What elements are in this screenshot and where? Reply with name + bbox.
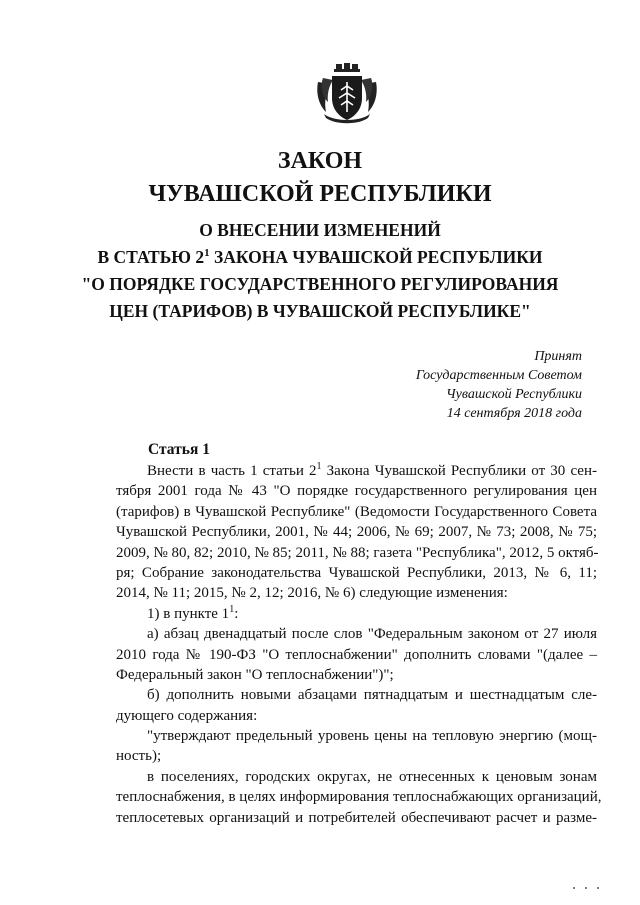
- subject-line-2-sup: 1: [204, 247, 210, 259]
- body-line: 2009, № 80, 82; 2010, № 85; 2011, № 88; газета "Республика", 2012, 5 октяб-: [116, 544, 599, 561]
- body-line: а) абзац двенадцатый после слов "Федеральным законом от 27 июля: [147, 626, 597, 643]
- adoption-note: [352, 347, 582, 423]
- body-line: [116, 604, 597, 624]
- law-subject: [40, 217, 600, 325]
- body-line: теплосетевых организаций и потребителей обеспечивают расчет и разме-: [116, 809, 597, 826]
- adoption-line-2: Государственным Советом: [415, 368, 582, 383]
- body-line: теплоснабжения, в целях информирования теплоснабжающих организаций,: [116, 789, 602, 806]
- law-subtitle: ЧУВАШСКОЙ РЕСПУБЛИКИ: [148, 181, 492, 207]
- adoption-line-3: Чувашской Республики: [446, 387, 582, 402]
- subject-line-3: "О ПОРЯДКЕ ГОСУДАРСТВЕННОГО РЕГУЛИРОВАНИЯ: [81, 274, 559, 294]
- body-line: [116, 461, 597, 481]
- subject-line-2: [40, 244, 600, 271]
- body-line-text: :: [234, 605, 239, 622]
- body-line: б) дополнить новыми абзацами пятнадцатым и шестнадцатым сле-: [147, 687, 597, 704]
- subject-line-2-pre: В СТАТЬЮ 2: [97, 247, 205, 267]
- body-line: в поселениях, городских округах, не отнесенных к ценовым зонам: [147, 768, 597, 785]
- body-line-sup: 1: [316, 461, 322, 472]
- body-line: ность);: [116, 748, 162, 765]
- body-line: дующего содержания:: [116, 707, 258, 724]
- body-line: 2014, № 11; 2015, № 2, 12; 2016, № 6) следующие изменения:: [116, 585, 508, 602]
- adoption-date: 14 сентября 2018 года: [446, 406, 582, 421]
- subject-line-2-post: ЗАКОНА ЧУВАШСКОЙ РЕСПУБЛИКИ: [209, 247, 543, 267]
- chuvash-coat-of-arms-icon: [314, 62, 380, 126]
- body-line-text: 1) в пункте 1: [147, 605, 230, 622]
- body-line-text: Внести в часть 1 статьи 2: [147, 463, 317, 479]
- subject-line-4: ЦЕН (ТАРИФОВ) В ЧУВАШСКОЙ РЕСПУБЛИКЕ": [109, 301, 531, 321]
- article-body: [116, 461, 602, 828]
- body-line: тября 2001 года № 43 "О порядке государственного регулирования цен: [116, 483, 597, 500]
- body-line: Федеральный закон "О теплоснабжении")";: [116, 666, 394, 683]
- body-line: ря; Собрание законодательства Чувашской Республики, 2013, № 6, 11;: [116, 564, 597, 581]
- body-line: "утверждают предельный уровень цены на тепловую энергию (мощ-: [147, 728, 597, 745]
- body-line: 2010 года № 190-ФЗ "О теплоснабжении" дополнить словами "(далее –: [116, 646, 597, 663]
- body-line-text: Закона Чувашской Республики от 30 сен-: [321, 463, 597, 479]
- body-line: (тарифов) в Чувашской Республике" (Ведомости Государственного Совета: [116, 503, 597, 520]
- body-line: Чувашской Республики, 2001, № 44; 2006, № 69; 2007, № 73; 2008, № 75;: [116, 524, 597, 541]
- body-line-sup: 1: [229, 603, 235, 615]
- article-heading: Статья 1: [148, 441, 210, 458]
- law-title: ЗАКОН: [277, 148, 363, 174]
- adoption-line-1: Принят: [534, 349, 582, 364]
- subject-line-1: О ВНЕСЕНИИ ИЗМЕНЕНИЙ: [199, 220, 441, 240]
- scan-artifact-dots: [571, 885, 601, 891]
